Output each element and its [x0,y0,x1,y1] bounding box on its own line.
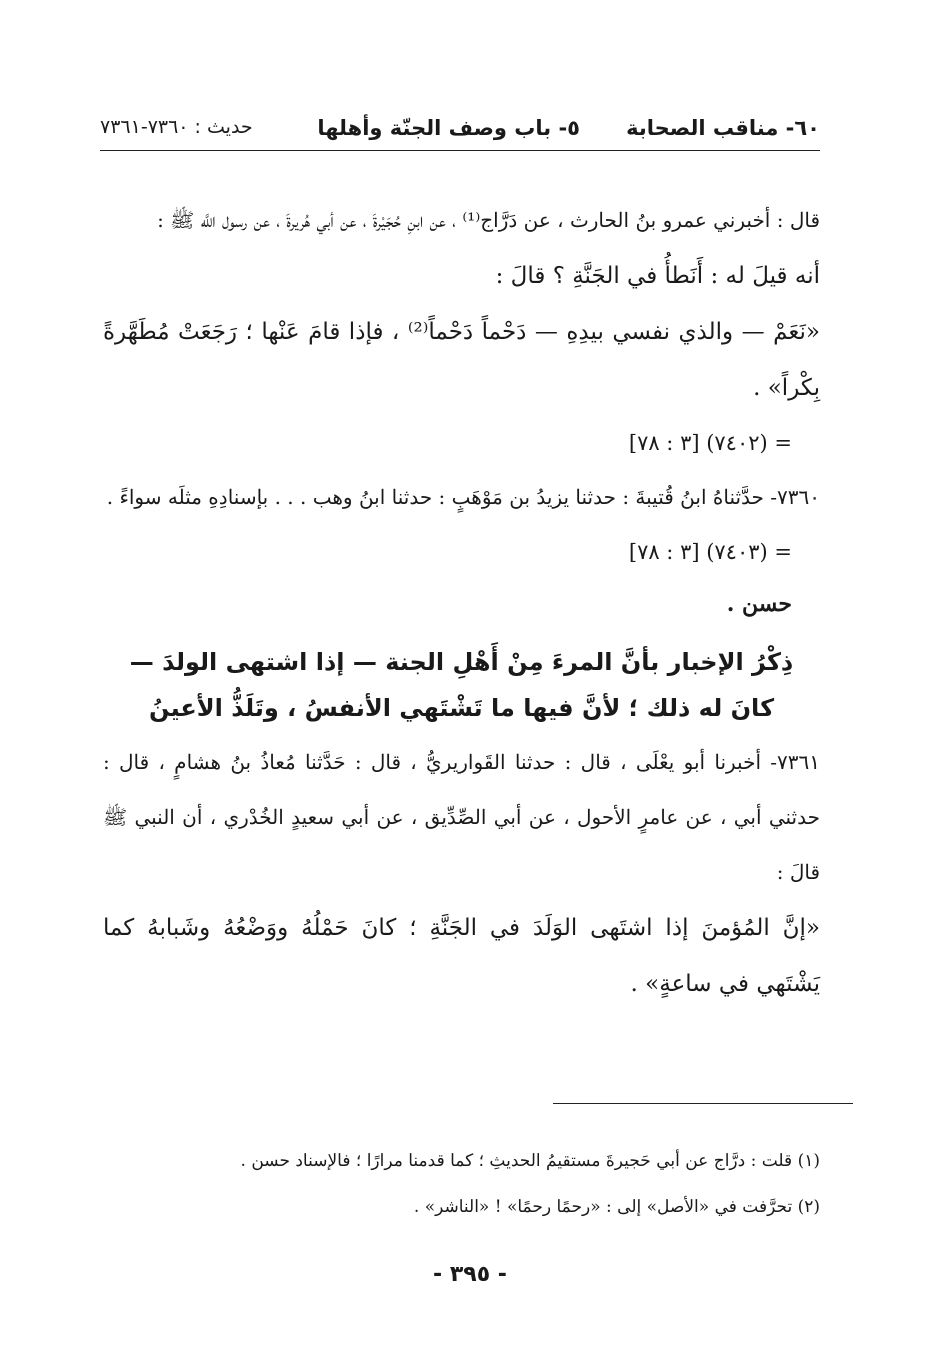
section-heading [103,639,820,731]
hadith-7360: ٧٣٦٠- حدَّثناهُ ابنُ قُتيبةَ : حدثنا يزيدُ بن مَوْهَبٍ : حدثنا ابنُ وهب . . . بإسنادِهِ مثلَه سواءً . [106,485,820,509]
header-divider [100,150,820,151]
footnote-divider [553,1103,853,1104]
section-heading-line: ذِكْرُ الإخبار بأنَّ المرءَ مِنْ أَهْلِ الجنة — إذا اشتهى الولدَ — [129,648,794,676]
footnote: (١) قلت : درَّاج عن أبي حَجيرةَ مستقيمُ الحديثِ ؛ كما قدمنا مرارًا ؛ فالإسناد حسن . [240,1151,820,1171]
book-title: ٦٠- مناقب الصحابة [626,116,820,140]
footnotes [150,1138,820,1230]
hadith-7361: ٧٣٦١- أخبرنا أبو يعْلَى ، قال : حدثنا القَواريريُّ ، قال : حَدَّثنا مُعاذُ بنُ هشامٍ ، قال : حدثني أبي ، عن عامرٍ الأحول ، عن أبي الصِّدِّيق ، عن أبي سعيدٍ الخُدْري ، أن النبي ﷺ قالَ : [103,750,820,884]
question-text: أنه قيلَ له : أَنَطأُ في الجَنَّةِ ؟ قالَ : [495,263,820,289]
hadith-text: «نَعَمْ — والذي نفسي بيدِهِ — دَحْماً دَحْماً⁽²⁾ ، فإذا قامَ عَنْها ؛ رَجَعَتْ مُطَهَّرةً بِكْراً» . [103,319,820,401]
footnote: (٢) تحرَّفت في «الأصل» إلى : «رحمًا رحمًا» ! «الناشر» . [413,1197,820,1217]
running-header [100,112,820,146]
grading: حسن . [726,591,792,617]
hadith-range: حديث : ٧٣٦٠-٧٣٦١ [100,116,253,138]
main-text [103,193,820,1012]
page-number: - ٣٩٥ - [433,1262,507,1287]
chapter-title: ٥- باب وصف الجنّة وأهلها [317,116,580,140]
cross-reference: = (٧٤٠٣) [٣ : ٧٨] [628,540,792,564]
section-heading-line: كانَ له ذلك ؛ لأنَّ فيها ما تَشْتَهي الأنفسُ ، وتَلَذُّ الأعينُ [148,694,775,722]
cross-reference: = (٧٤٠٢) [٣ : ٧٨] [628,431,792,455]
narration-chain: قال : أخبرني عمرو بنُ الحارث ، عن دَرَّاج⁽¹⁾ ، عن ابنِ حُجَيْرةَ ، عن أبي هُريرةَ ، عن رسول اللَّه ﷺ : [157,208,820,232]
hadith-text: «إنَّ المُؤمنَ إذا اشتَهى الوَلَدَ في الجَنَّةِ ؛ كانَ حَمْلُهُ ووَضْعُهُ وشَبابهُ كما يَشْتَهي في ساعةٍ» . [103,915,820,997]
